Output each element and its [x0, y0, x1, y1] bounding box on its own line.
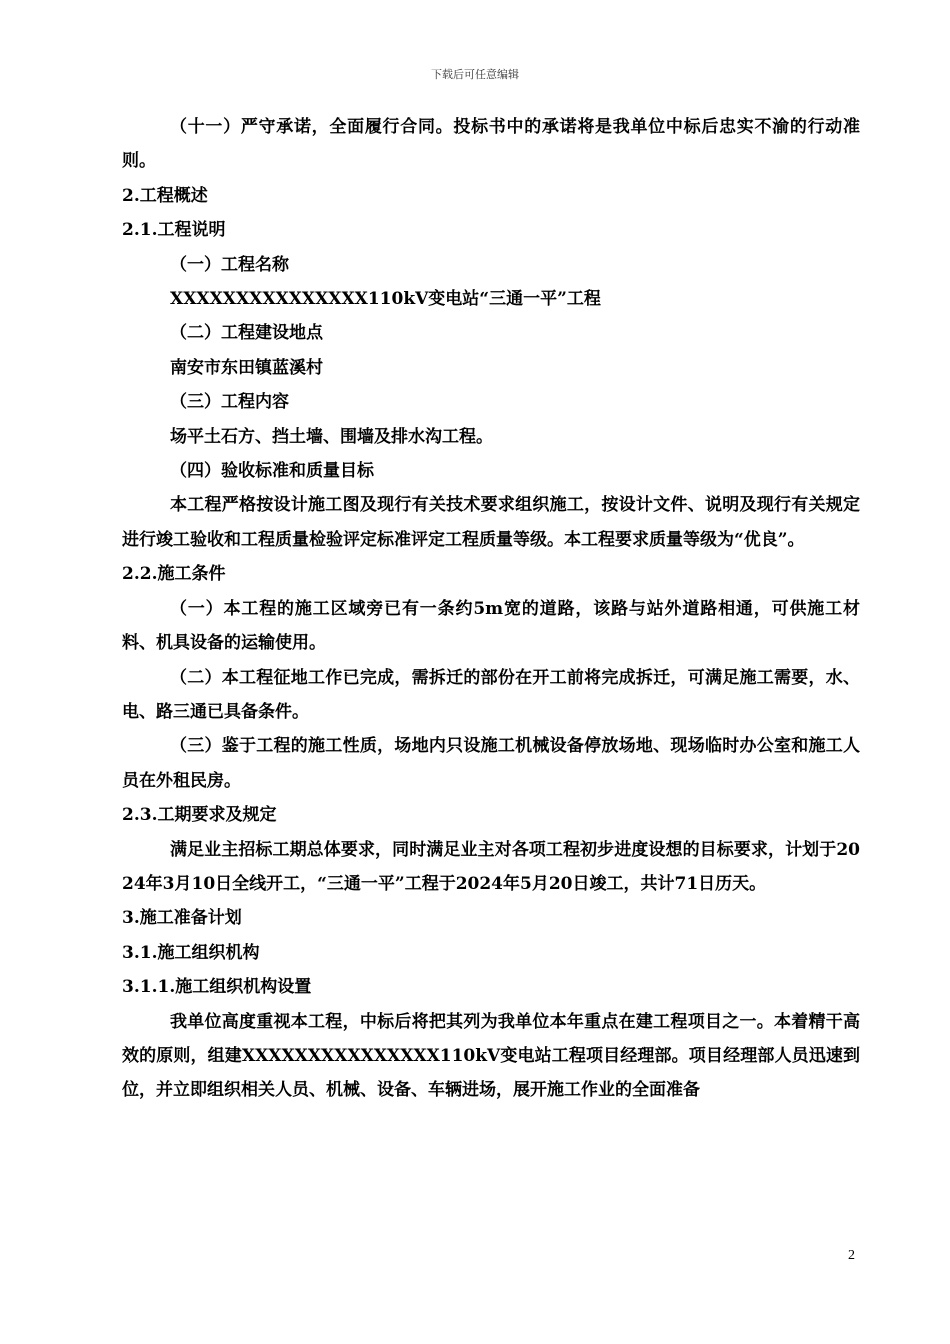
section-heading: 2.工程概述	[122, 185, 208, 206]
subsection-heading: （一）工程名称	[170, 254, 289, 275]
paragraph: 场平土石方、挡土墙、围墙及排水沟工程。	[170, 426, 493, 447]
paragraph: （三）鉴于工程的施工性质，场地内只设施工机械设备停放场地、现场临时办公室和施工人员在外租民房。	[122, 736, 860, 791]
section-heading: 2.1.工程说明	[122, 220, 226, 241]
subsection-heading: （二）工程建设地点	[170, 323, 323, 344]
section-heading: 3.1.施工组织机构	[122, 942, 260, 963]
subsection-heading: （四）验收标准和质量目标	[170, 461, 374, 482]
paragraph: （一）本工程的施工区域旁已有一条约5m宽的道路，该路与站外道路相通，可供施工材料、机具设备的运输使用。	[122, 598, 860, 654]
paragraph: 我单位高度重视本工程，中标后将把其列为我单位本年重点在建工程项目之一。本着精干高效的原则，组建XXXXXXXXXXXXXXX110kV变电站工程项目经理部。项目经理部人员迅速到位，并立即组织相关人员、机械、设备、车辆进场，展开施工作业的全面准备	[122, 1011, 860, 1101]
paragraph: XXXXXXXXXXXXXXX110kV变电站“三通一平”工程	[170, 289, 601, 310]
paragraph: 满足业主招标工期总体要求，同时满足业主对各项工程初步进度设想的目标要求，计划于2024年3月10日全线开工，“三通一平”工程于2024年5月20日竣工，共计71日历天。	[122, 839, 860, 894]
section-heading: 3.施工准备计划	[122, 908, 242, 929]
section-heading: 2.2.施工条件	[122, 564, 226, 585]
section-heading: 2.3.工期要求及规定	[122, 805, 277, 826]
document-body	[122, 110, 860, 1108]
page-number: 2	[848, 1248, 855, 1263]
paragraph: （二）本工程征地工作已完成，需拆迁的部份在开工前将完成拆迁，可满足施工需要，水、电、路三通已具备条件。	[122, 667, 860, 722]
paragraph: 本工程严格按设计施工图及现行有关技术要求组织施工，按设计文件、说明及现行有关规定进行竣工验收和工程质量检验评定标准评定工程质量等级。本工程要求质量等级为“优良”。	[122, 495, 860, 550]
section-heading: 3.1.1.施工组织机构设置	[122, 977, 312, 998]
subsection-heading: （三）工程内容	[170, 392, 289, 413]
paragraph: （十一）严守承诺，全面履行合同。投标书中的承诺将是我单位中标后忠实不渝的行动准则。	[122, 117, 860, 172]
page-header: 下载后可任意编辑	[431, 68, 519, 81]
paragraph: 南安市东田镇蓝溪村	[170, 357, 323, 378]
